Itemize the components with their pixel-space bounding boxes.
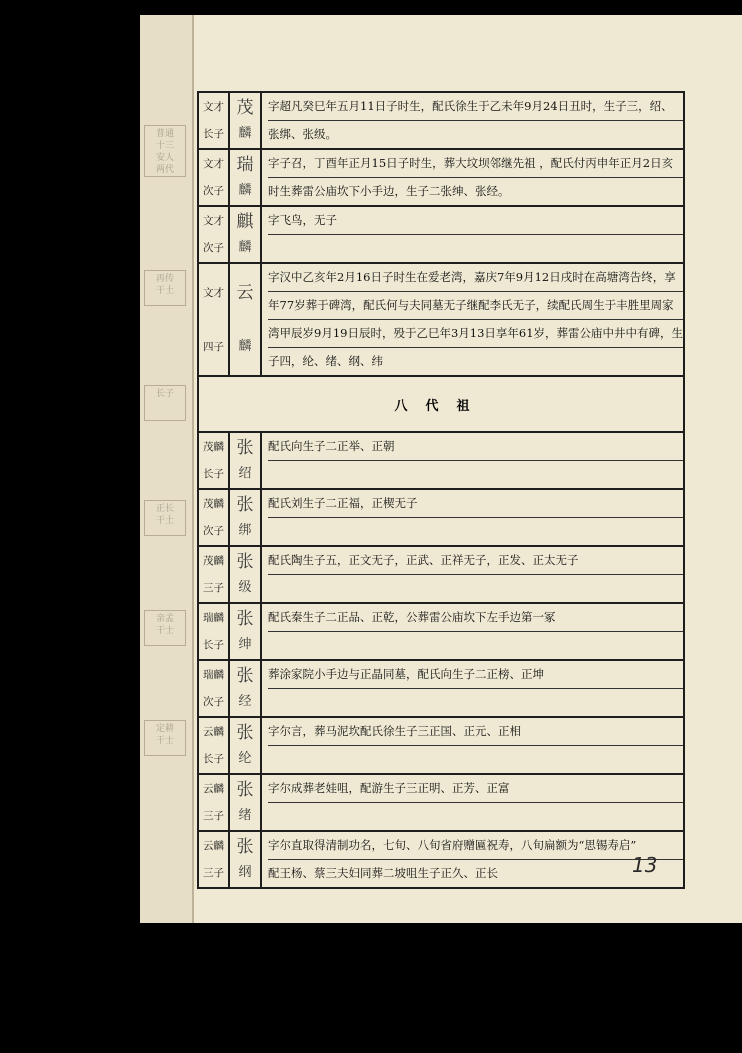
description-line: 字飞鸟，无子 (268, 207, 683, 235)
description-cell (261, 489, 684, 546)
description-line (268, 632, 683, 659)
table-row (198, 660, 684, 717)
description-cell (261, 660, 684, 717)
table-row (198, 546, 684, 603)
description-line: 配氏向生子二正举、正朝 (268, 433, 683, 461)
name-character: 张 (236, 665, 254, 686)
description-line: 年77岁葬于碑湾，配氏何与夫同墓无子继配李氏无子，续配氏周生于丰胜里周家 (268, 292, 683, 320)
relation-label: 瑞麟 (203, 668, 224, 681)
relation-label: 次子 (203, 241, 224, 254)
table-row (198, 206, 684, 263)
description-line: 子四，纶、绪、纲、纬 (268, 354, 383, 368)
name-character: 张 (236, 494, 254, 515)
name-character: 张 (236, 722, 254, 743)
relation-label: 次子 (203, 524, 224, 537)
table-row (198, 92, 684, 149)
relation-label: 云麟 (203, 725, 224, 738)
name-character: 张 (236, 551, 254, 572)
name-character: 麟 (238, 125, 252, 141)
description-line (268, 803, 683, 830)
relation-label: 文才 (203, 214, 224, 227)
relation-cell (198, 149, 229, 206)
description-line (268, 575, 683, 602)
name-character: 麟 (238, 338, 252, 354)
name-cell (229, 660, 261, 717)
relation-label: 次子 (203, 695, 224, 708)
relation-cell (198, 831, 229, 888)
name-character: 绑 (238, 522, 252, 538)
relation-label: 茂麟 (203, 497, 224, 510)
name-character: 瑞 (236, 154, 254, 175)
relation-cell (198, 432, 229, 489)
description-line (268, 746, 683, 773)
relation-label: 三子 (203, 581, 224, 594)
page-number: 13 (632, 853, 658, 877)
table-row (198, 489, 684, 546)
relation-cell (198, 206, 229, 263)
name-cell (229, 831, 261, 888)
section-title: 八代祖 (198, 376, 684, 432)
spine-label: 正长 干土 (144, 500, 186, 536)
relation-cell (198, 717, 229, 774)
name-character: 麟 (238, 182, 252, 198)
relation-label: 四子 (203, 340, 224, 353)
description-line: 字尔直取得清制功名，七旬、八旬省府赠匾祝寿，八旬扁额为“思锡寿启” (268, 832, 683, 860)
description-line (268, 235, 683, 262)
description-line (268, 461, 683, 488)
description-line: 配氏刘生子二正福，正楔无子 (268, 490, 683, 518)
name-cell (229, 206, 261, 263)
name-character: 张 (236, 437, 254, 458)
book-spine (140, 15, 194, 923)
name-character: 级 (238, 579, 252, 595)
relation-cell (198, 774, 229, 831)
name-cell (229, 149, 261, 206)
name-character: 纲 (238, 864, 252, 880)
description-line: 时生葬雷公庙坎下小手边，生子二张绅、张经。 (268, 184, 510, 198)
description-cell (261, 717, 684, 774)
description-cell (261, 206, 684, 263)
description-line: 配氏秦生子二正品、正乾，公葬雷公庙坎下左手边第一冢 (268, 604, 683, 632)
table-row (198, 149, 684, 206)
name-cell (229, 603, 261, 660)
description-cell (261, 774, 684, 831)
name-character: 麟 (238, 239, 252, 255)
description-cell (261, 432, 684, 489)
description-line: 配氏陶生子五，正文无子，正武、正祥无子，正发、正太无子 (268, 547, 683, 575)
spine-label: 长子 (144, 385, 186, 421)
name-character: 绍 (238, 465, 252, 481)
name-character: 经 (238, 693, 252, 709)
name-character: 张 (236, 836, 254, 857)
description-cell (261, 603, 684, 660)
name-cell (229, 92, 261, 149)
relation-cell (198, 603, 229, 660)
table-row (198, 263, 684, 376)
description-line: 葬涂家院小手边与正晶同墓，配氏向生子二正榜、正坤 (268, 661, 683, 689)
relation-label: 茂麟 (203, 440, 224, 453)
description-line: 配王杨、蔡三夫妇同葬二坡咀生子正久、正长 (268, 866, 498, 880)
table-row (198, 603, 684, 660)
relation-label: 次子 (203, 184, 224, 197)
relation-label: 三子 (203, 866, 224, 879)
name-cell (229, 489, 261, 546)
name-cell (229, 774, 261, 831)
name-character: 云 (236, 282, 254, 303)
name-cell (229, 432, 261, 489)
spine-label: 定耕 干士 (144, 720, 186, 756)
name-character: 张 (236, 779, 254, 800)
relation-cell (198, 660, 229, 717)
description-line (268, 689, 683, 716)
table-row (198, 774, 684, 831)
name-character: 绪 (238, 807, 252, 823)
relation-cell (198, 92, 229, 149)
section-row (198, 376, 684, 432)
relation-label: 文才 (203, 286, 224, 299)
relation-label: 云麟 (203, 839, 224, 852)
relation-label: 茂麟 (203, 554, 224, 567)
description-line: 湾甲辰岁9月19日辰时，殁于乙巳年3月13日享年61岁，葬雷公庙中井中有碑，生 (268, 320, 683, 348)
description-line: 字子召，丁酉年正月15日子时生，葬大坟坝邻继先祖 ，配氏付丙申年正月2日亥 (268, 150, 683, 178)
description-cell (261, 546, 684, 603)
name-cell (229, 263, 261, 376)
table-row (198, 831, 684, 888)
description-cell (261, 149, 684, 206)
name-character: 茂 (236, 97, 254, 118)
description-line: 张绑、张级。 (268, 127, 337, 141)
relation-label: 三子 (203, 809, 224, 822)
relation-label: 云麟 (203, 782, 224, 795)
table-row (198, 432, 684, 489)
description-line: 字尔言，葬马泥坎配氏徐生子三正国、正元、正相 (268, 718, 683, 746)
description-cell (261, 263, 684, 376)
spine-label: 再传 干土 (144, 270, 186, 306)
description-line: 字超凡癸巳年五月11日子时生，配氏徐生于乙未年9月24日丑时，生子三，绍、 (268, 93, 683, 121)
relation-label: 长子 (203, 638, 224, 651)
description-line: 字汉中乙亥年2月16日子时生在爱老湾，嘉庆7年9月12日戌时在高塘湾告终，享 (268, 264, 683, 292)
name-cell (229, 717, 261, 774)
relation-cell (198, 546, 229, 603)
name-cell (229, 546, 261, 603)
relation-label: 瑞麟 (203, 611, 224, 624)
relation-label: 长子 (203, 752, 224, 765)
name-character: 张 (236, 608, 254, 629)
genealogy-page (194, 15, 742, 923)
name-character: 纶 (238, 750, 252, 766)
relation-label: 长子 (203, 467, 224, 480)
table-row (198, 717, 684, 774)
description-line: 字尔成葬老娃咀，配游生子三正明、正芳、正富 (268, 775, 683, 803)
spine-label: 普通 十三 安人 两代 (144, 125, 186, 177)
relation-cell (198, 263, 229, 376)
relation-label: 长子 (203, 127, 224, 140)
name-character: 绅 (238, 636, 252, 652)
relation-label: 文才 (203, 100, 224, 113)
relation-cell (198, 489, 229, 546)
description-line (268, 518, 683, 545)
description-cell (261, 831, 684, 888)
relation-label: 文才 (203, 157, 224, 170)
genealogy-table (197, 91, 685, 889)
spine-label: 亲孟 干士 (144, 610, 186, 646)
name-character: 麒 (236, 211, 254, 232)
description-cell (261, 92, 684, 149)
